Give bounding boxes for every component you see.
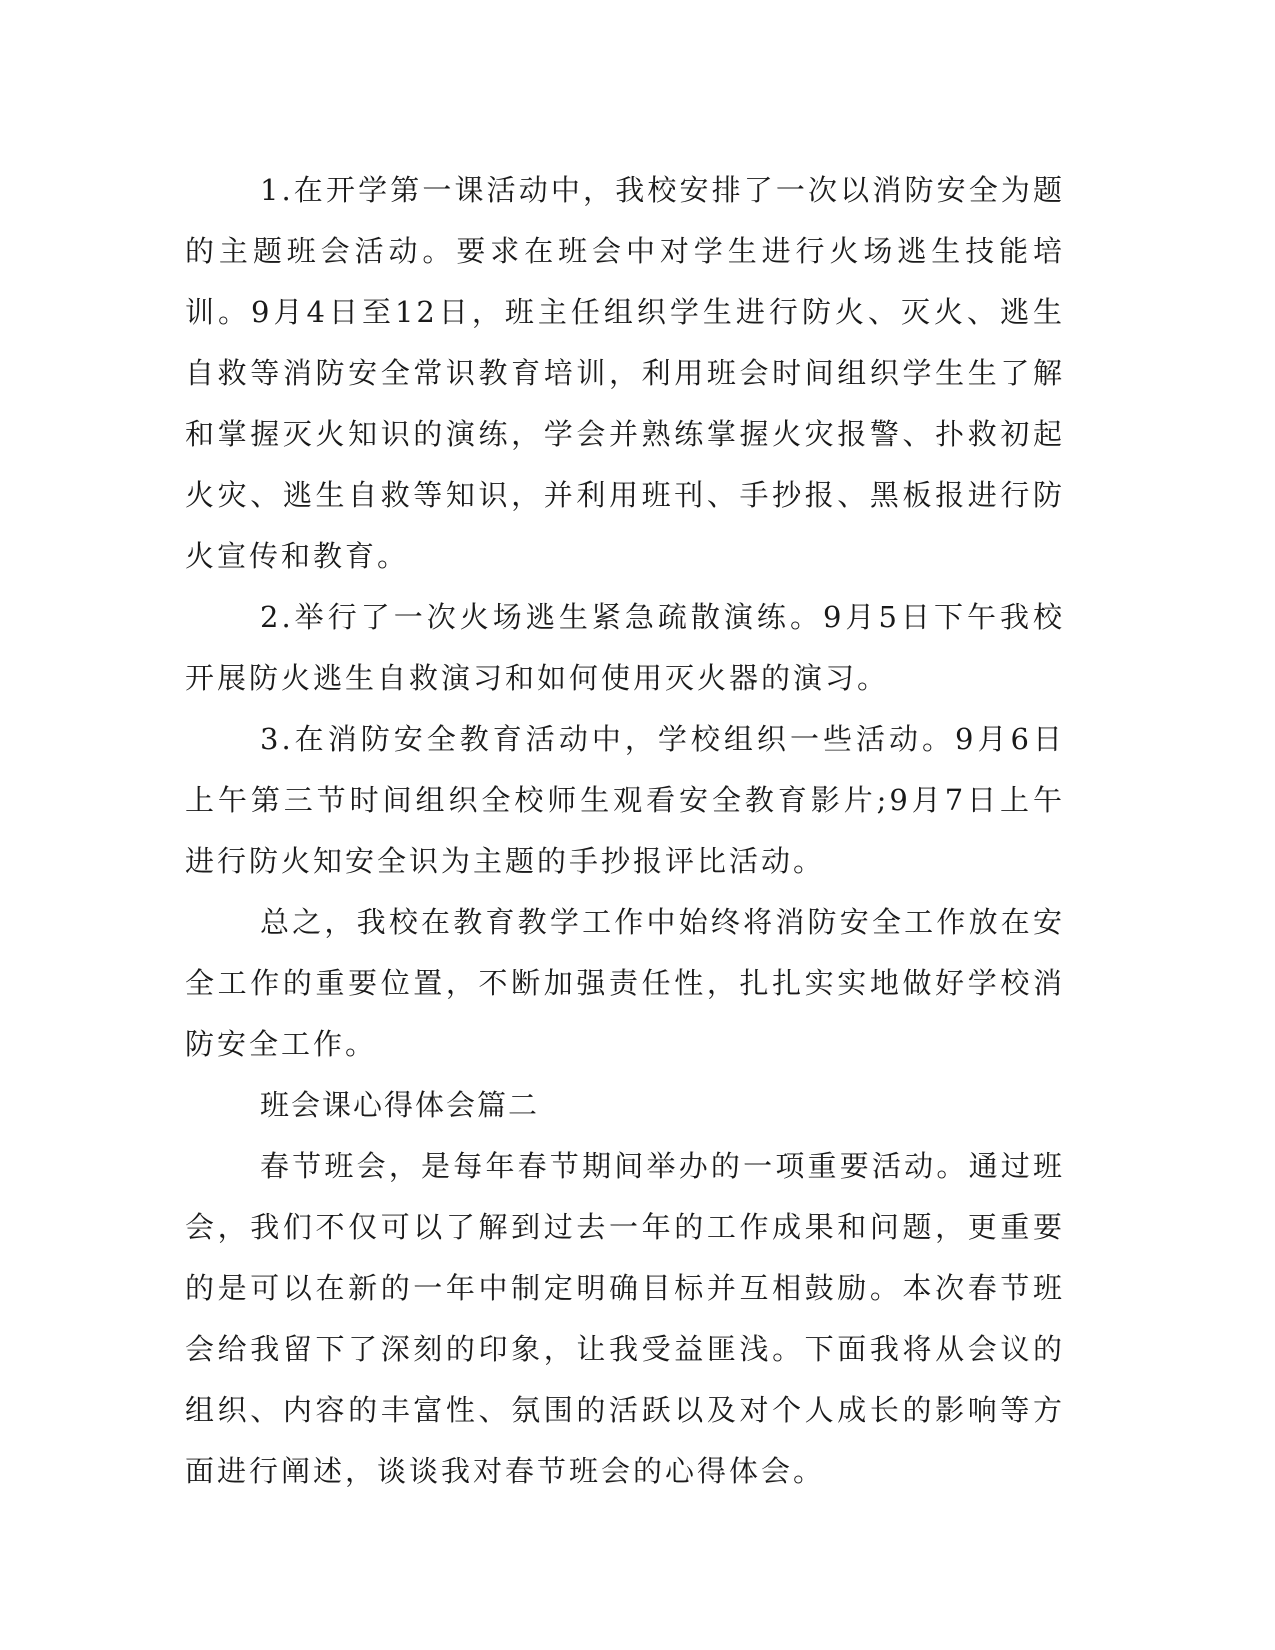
paragraph-2: 2.举行了一次火场逃生紧急疏散演练。9月5日下午我校开展防火逃生自救演习和如何使用灭火器的演习。: [185, 600, 1065, 695]
section-heading: 班会课心得体会篇二: [260, 1088, 540, 1122]
paragraph-conclusion: 总之，我校在教育教学工作中始终将消防安全工作放在安全工作的重要位置，不断加强责任性，扎扎实实地做好学校消防安全工作。: [185, 905, 1065, 1061]
section-paragraph-1: 春节班会，是每年春节期间举办的一项重要活动。通过班会，我们不仅可以了解到过去一年的工作成果和问题，更重要的是可以在新的一年中制定明确目标并互相鼓励。本次春节班会给我留下了深刻的印象，让我受益匪浅。下面我将从会议的组织、内容的丰富性、氛围的活跃以及对个人成长的影响等方面进行阐述，谈谈我对春节班会的心得体会。: [185, 1149, 1065, 1488]
document-body: [185, 160, 1065, 1502]
paragraph-3: 3.在消防安全教育活动中，学校组织一些活动。9月6日上午第三节时间组织全校师生观看安全教育影片;9月7日上午进行防火知安全识为主题的手抄报评比活动。: [185, 722, 1065, 878]
paragraph-1: 1.在开学第一课活动中，我校安排了一次以消防安全为题的主题班会活动。要求在班会中对学生进行火场逃生技能培训。9月4日至12日，班主任组织学生进行防火、灭火、逃生自救等消防安全常识教育培训，利用班会时间组织学生生了解和掌握灭火知识的演练，学会并熟练掌握火灾报警、扑救初起火灾、逃生自救等知识，并利用班刊、手抄报、黑板报进行防火宣传和教育。: [185, 173, 1065, 573]
